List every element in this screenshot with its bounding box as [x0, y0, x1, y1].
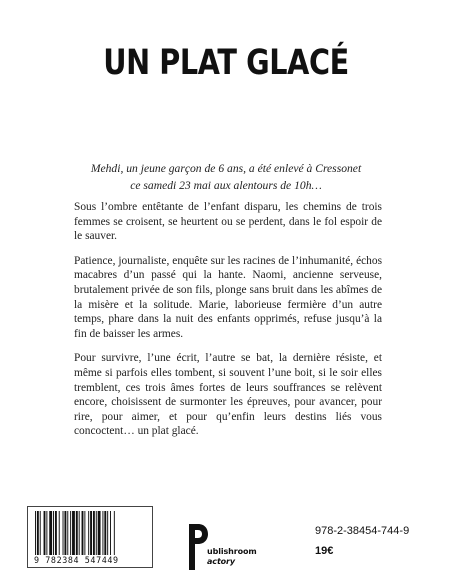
barcode-bar: [114, 511, 115, 555]
publisher-logo: [187, 520, 267, 574]
barcode-bar: [70, 511, 71, 555]
barcode-bar: [107, 511, 108, 555]
barcode-bar: [72, 511, 75, 555]
synopsis-paragraph-1: Sous l’ombre entêtante de l’enfant disparu, les chemins de trois femmes se croisent, se heurtent ou se perdent, dans le fol espoir de le sauver.: [74, 201, 382, 243]
barcode-bar: [90, 511, 92, 555]
isbn: 978-2-38454-744-9: [315, 525, 410, 537]
barcode-digits: 9 782384 547449: [34, 555, 119, 565]
barcode: [27, 506, 153, 568]
barcode-bar: [53, 511, 54, 555]
barcode-bar: [82, 511, 84, 555]
barcode-bar: [76, 511, 78, 555]
barcode-bar: [79, 511, 80, 555]
barcode-bar: [35, 511, 36, 555]
synopsis: [74, 200, 382, 449]
barcode-bar: [88, 511, 89, 555]
barcode-bar: [44, 511, 46, 555]
synopsis-paragraph-2: Patience, journaliste, enquête sur les racines de l’inhumanité, échos macabres d’un passé qui la hante. Naomi, ancienne serveuse, brutalement privée de son fils, plonge sans bruit dans les abîmes de la misère et la solitude. Marie, laborieuse fermière d’un autre temps, phare dans la nuit des enfants opprimés, refuse jusqu’à la fin de baisser les armes.: [74, 254, 382, 340]
barcode-bar: [55, 511, 57, 555]
barcode-bars: [33, 511, 149, 555]
synopsis-paragraph-3: Pour survivre, l’une écrit, l’autre se bat, la dernière résiste, et même si parfois elles tombent, si souvent l’une boit, si le soir elles tremblent, ces trois âmes fortes de leurs souffrances se relèvent encore, choisissent de surmonter les épreuves, pour avancer, pour rire, pour aimer, et pour qu’enfin leurs destins liés vous concoctent… un plat glacé.: [74, 352, 382, 438]
publisher-p-icon: [187, 522, 209, 572]
publisher-name-line-2: actory: [207, 557, 236, 566]
barcode-bar: [104, 511, 106, 555]
tagline-line-1: Mehdi, un jeune garçon de 6 ans, a été enlevé à Cressonet: [90, 162, 362, 175]
barcode-bar: [46, 511, 47, 555]
book-title: UN PLAT GLACÉ: [103, 43, 349, 83]
barcode-bar: [98, 511, 101, 555]
barcode-bar: [64, 511, 66, 555]
tagline-line-2: ce samedi 23 mai aux alentours de 10h…: [130, 179, 322, 192]
barcode-bar: [93, 511, 95, 555]
barcode-bar: [110, 511, 111, 555]
barcode-bar: [37, 511, 39, 555]
barcode-bar: [63, 511, 64, 555]
barcode-bar: [67, 511, 68, 555]
barcode-bar: [96, 511, 97, 555]
publisher-name-line-1: ublishroom: [207, 547, 257, 556]
barcode-bar: [84, 511, 85, 555]
barcode-bar: [49, 511, 52, 555]
tagline: [62, 160, 390, 194]
barcode-bar: [59, 511, 60, 555]
price: 19€: [315, 545, 334, 557]
barcode-bar: [102, 511, 103, 555]
barcode-bar: [40, 511, 41, 555]
